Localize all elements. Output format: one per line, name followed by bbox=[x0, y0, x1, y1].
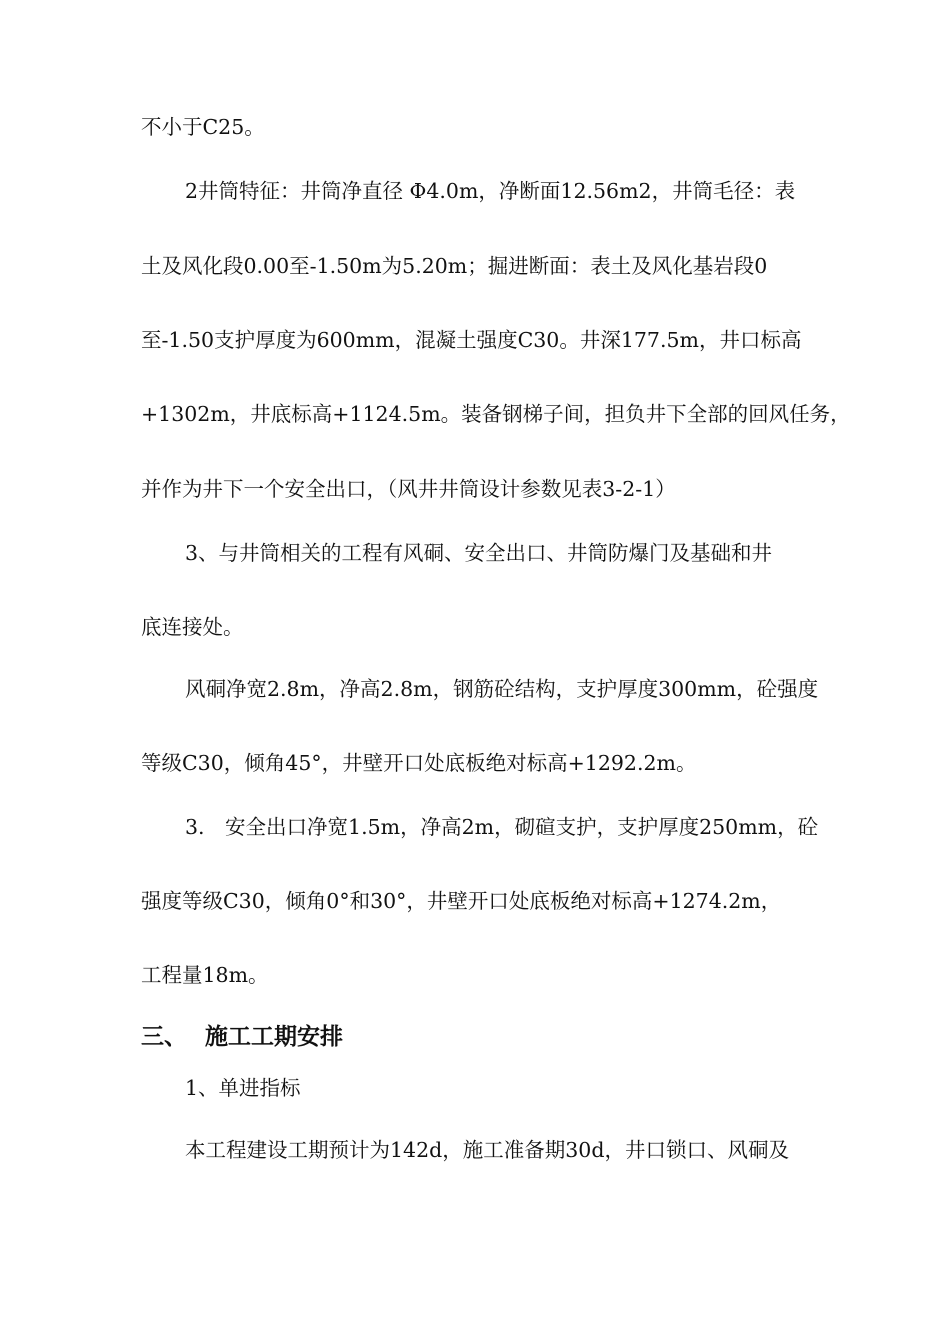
section-title: 施工工期安排 bbox=[205, 1024, 343, 1050]
paragraph-line: 土及风化段0.00至-1.50m为5.20m；掘进断面：表土及风化基岩段0 bbox=[141, 254, 768, 278]
paragraph-line: 并作为井下一个安全出口，（风井井筒设计参数见表3-2-1） bbox=[141, 477, 676, 501]
paragraph-line: 2井筒特征：井筒净直径 Φ4.0m，净断面12.56m2，井筒毛径：表 bbox=[185, 179, 796, 203]
paragraph-line: +1302m，井底标高+1124.5m。装备钢梯子间，担负井下全部的回风任务， bbox=[141, 402, 851, 426]
paragraph-line: 至-1.50支护厚度为600mm，混凝土强度C30。井深177.5m，井口标高 bbox=[141, 328, 802, 352]
section-heading bbox=[141, 1023, 343, 1051]
section-number: 三、 bbox=[141, 1024, 187, 1050]
paragraph-line: 3、与井筒相关的工程有风硐、安全出口、井筒防爆门及基础和井 bbox=[185, 541, 773, 565]
paragraph-line: 强度等级C30，倾角0°和30°，井壁开口处底板绝对标高+1274.2m， bbox=[141, 889, 782, 913]
subheading: 1、单进指标 bbox=[185, 1076, 301, 1100]
paragraph-line: 不小于C25。 bbox=[141, 115, 265, 139]
paragraph-line: 等级C30，倾角45°，井壁开口处底板绝对标高+1292.2m。 bbox=[141, 751, 697, 775]
paragraph-line: 风硐净宽2.8m，净高2.8m，钢筋砼结构，支护厚度300mm，砼强度 bbox=[185, 677, 819, 701]
paragraph-line: 本工程建设工期预计为142d，施工准备期30d，井口锁口、风硐及 bbox=[185, 1138, 789, 1162]
paragraph-line: 工程量18m。 bbox=[141, 963, 269, 987]
paragraph-line: 3. 安全出口净宽1.5m，净高2m，砌碹支护，支护厚度250mm，砼 bbox=[185, 815, 819, 839]
paragraph-line: 底连接处。 bbox=[141, 615, 244, 639]
